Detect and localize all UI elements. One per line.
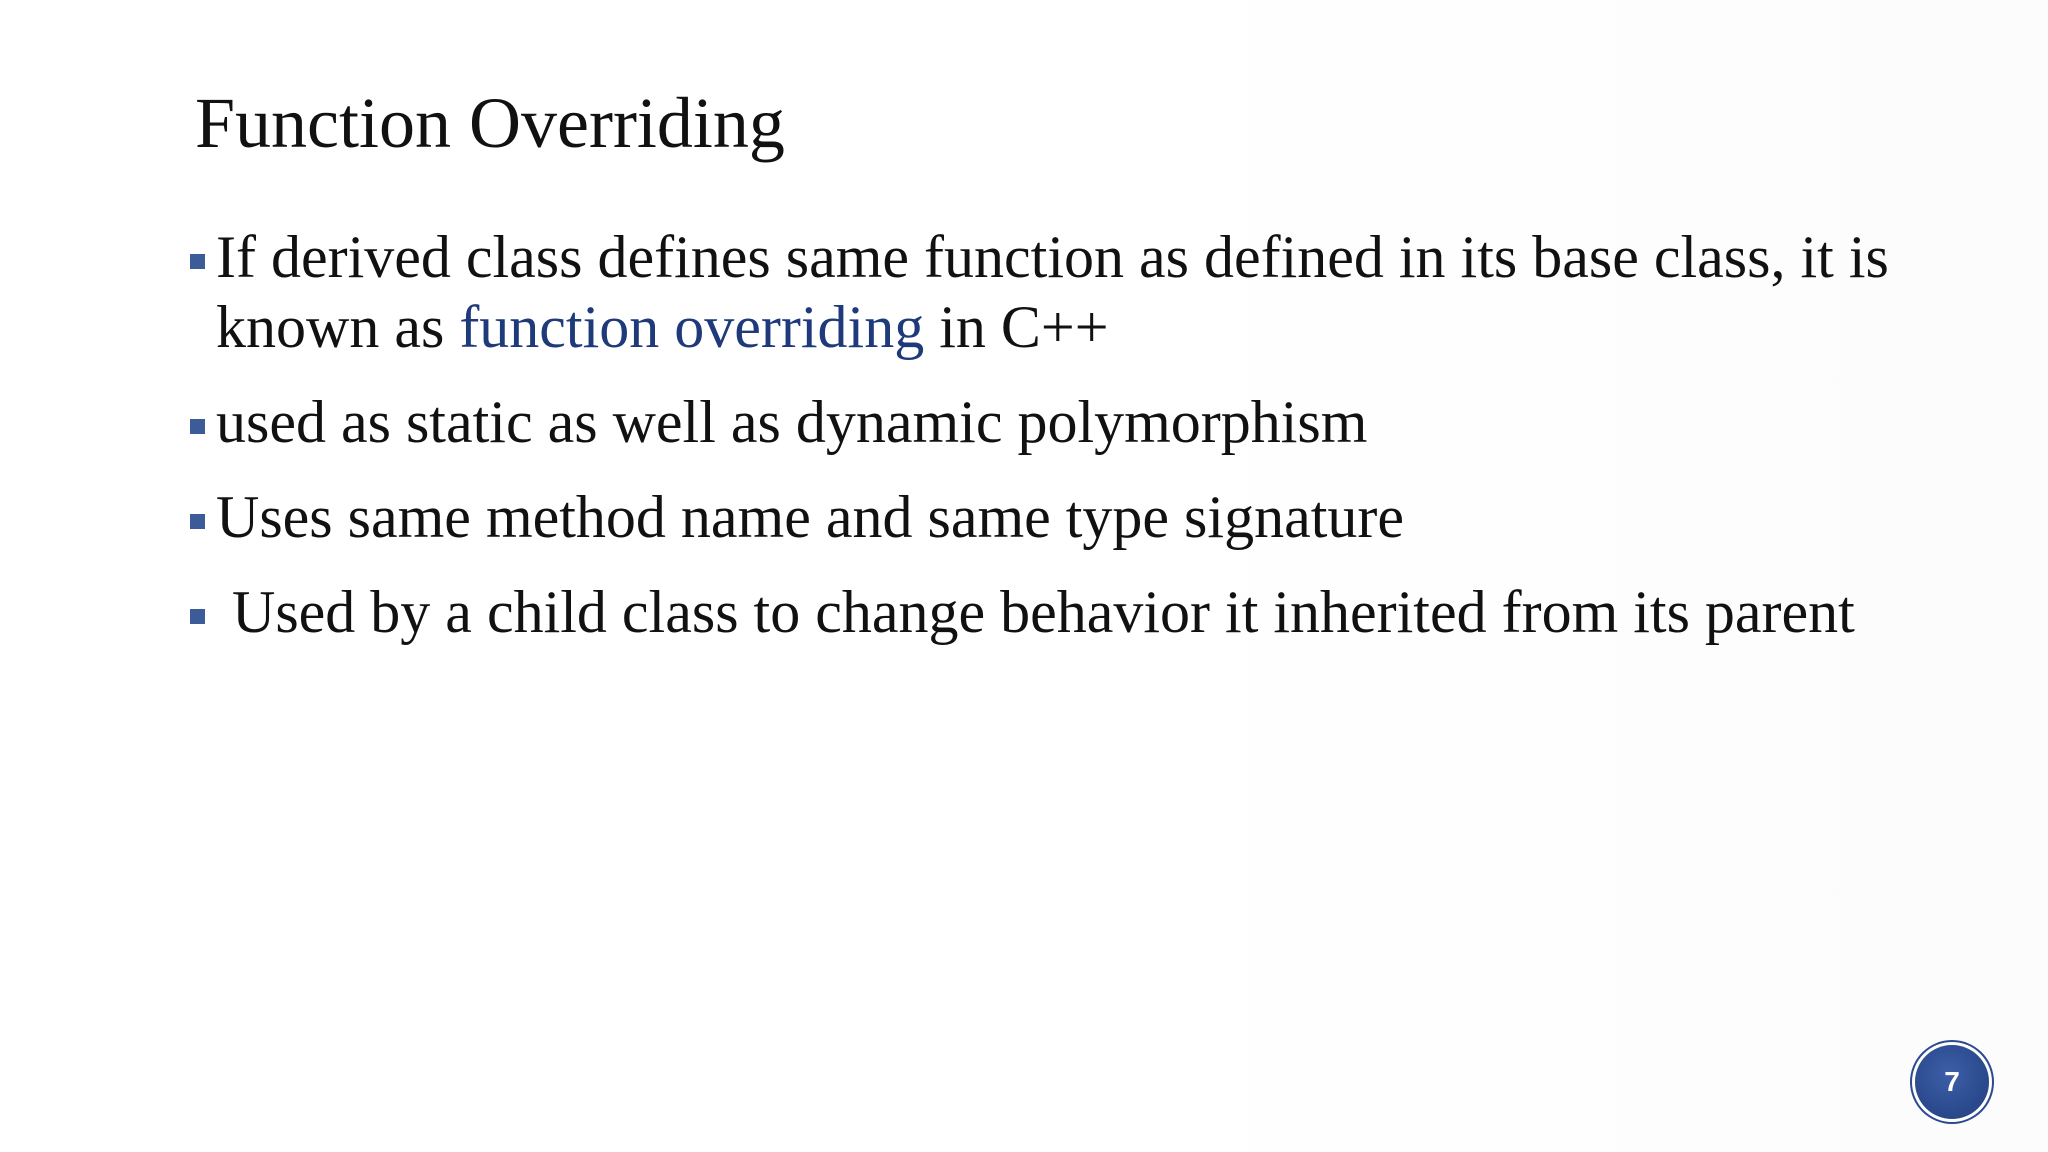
square-bullet-icon (190, 609, 205, 624)
square-bullet-icon (190, 419, 205, 434)
bullet-item (186, 577, 1986, 647)
bullet-text: Used by a child class to change behavior it inherited from its parent (232, 579, 1855, 645)
bullet-text (216, 224, 1889, 360)
square-bullet-icon (190, 514, 205, 529)
page-number-badge (1915, 1045, 1989, 1119)
page-number: 7 (1944, 1066, 1960, 1097)
bullet-text: Uses same method name and same type signature (216, 484, 1404, 550)
slide-title: Function Overriding (195, 83, 785, 163)
highlighted-term: function overriding (459, 294, 925, 360)
bullet-item (186, 387, 1986, 457)
bullet-text: used as static as well as dynamic polymorphism (216, 389, 1368, 455)
bullet-list (186, 222, 1986, 672)
bullet-item (186, 482, 1986, 552)
bullet-text-before: If derived class defines same function as defined in its base class, it is known as (216, 224, 1889, 360)
bullet-text-after: in C++ (924, 294, 1109, 360)
square-bullet-icon (190, 254, 205, 269)
bullet-item (186, 222, 1986, 362)
